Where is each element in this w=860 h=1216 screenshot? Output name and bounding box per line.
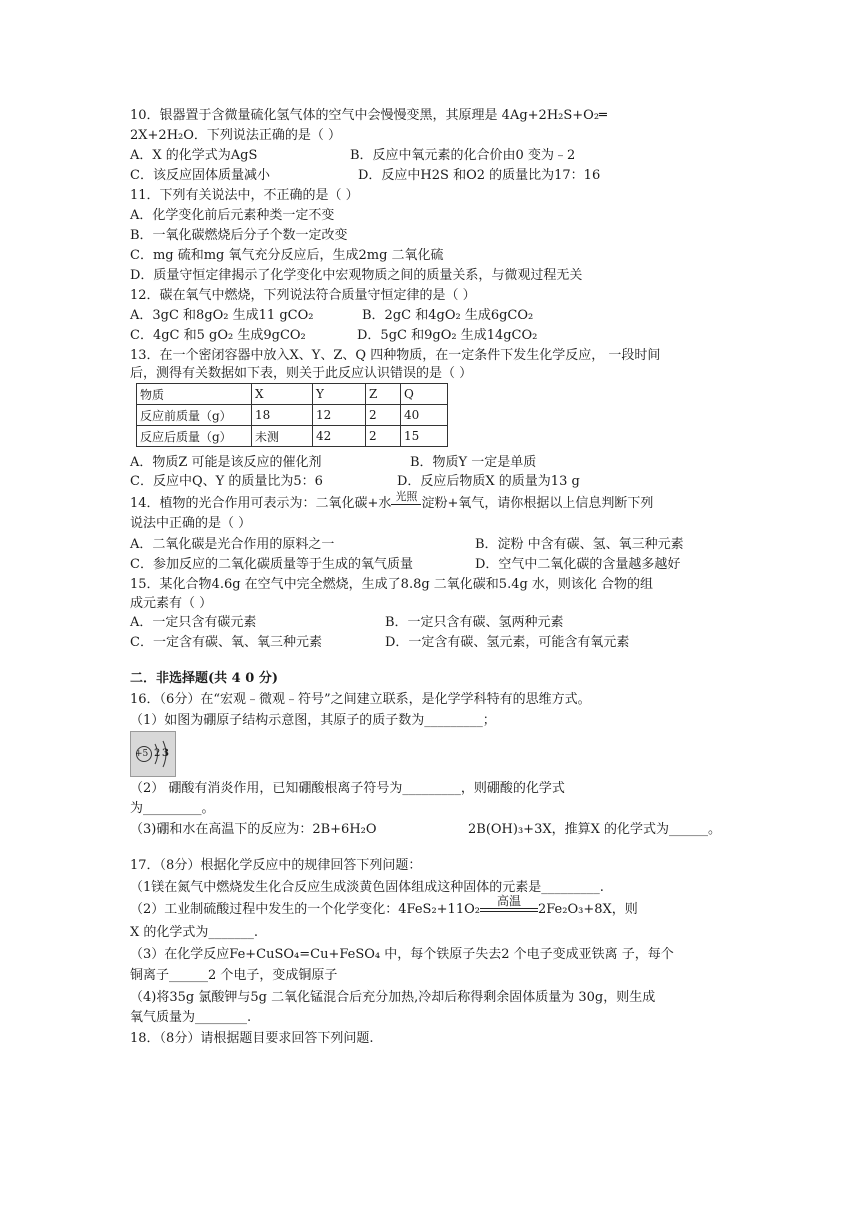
table-cell: 未测 (252, 426, 313, 447)
q14-condition-label: 光照 (395, 490, 418, 503)
q12-stem: 12．碳在氧气中燃烧，下列说法符合质量守恒定律的是（ ） (130, 288, 476, 303)
table-cell: 12 (313, 405, 366, 426)
q13-option-a: A．物质Z 可能是该反应的催化剂 (130, 455, 322, 470)
q17-reaction-condition (480, 895, 538, 912)
q15-stem-line1: 15．某化合物4.6g 在空气中完全燃烧，生成了8.8g 二氧化碳和5.4g 水，则该化 合物的组 (130, 577, 654, 592)
q10-option-c: C．该反应固体质量减小 (130, 168, 270, 183)
q14-option-a: A．二氧化碳是光合作用的原料之一 (130, 537, 335, 552)
table-header-cell: 物质 (137, 384, 252, 405)
q12-option-d: D．5gC 和9gO₂ 生成14gCO₂ (357, 328, 538, 343)
q12-option-c: C．4gC 和5 gO₂ 生成9gCO₂ (130, 328, 306, 343)
q13-option-d: D．反应后物质X 的质量为13 g (397, 474, 580, 489)
q17-part2-post: 2Fe₂O₃+8X，则 (537, 902, 638, 917)
q17-part1: （1镁在氮气中燃烧发生化合反应生成淡黄色固体组成这种固体的元素是_________. (130, 880, 604, 895)
q17-part4-line1: （4)将35g 氯酸钾与5g 二氧化锰混合后充分加热,冷却后称得剩余固体质量为 30g，则生成 (130, 990, 656, 1005)
table-header-cell: Q (401, 384, 448, 405)
q13-stem-line2: 后，测得有关数据如下表，则关于此反应认识错误的是（ ） (130, 366, 473, 381)
q14-stem-line1 (130, 490, 654, 514)
table-header-row (137, 384, 448, 405)
table-cell: 反应前质量（g） (137, 405, 252, 426)
table-header-cell: Z (366, 384, 401, 405)
reaction-equals-icon (480, 908, 538, 909)
table-header-cell: Y (313, 384, 366, 405)
q17-stem: 17．（8分）根据化学反应中的规律回答下列问题： (130, 858, 422, 873)
q10-option-d: D．反应中H2S 和O2 的质量比为17：16 (358, 168, 601, 183)
q17-part2-line1 (130, 894, 638, 920)
q17-part3-line2: 铜离子______2 个电子，变成铜原子 (130, 968, 338, 983)
table-cell: 40 (401, 405, 448, 426)
q16-part3-post: 2B(OH)₃+3X，推算X 的化学式为______。 (468, 822, 721, 837)
q18-stem: 18．（8分）请根据题目要求回答下列问题. (130, 1031, 374, 1046)
q16-part2-line1: （2） 硼酸有消炎作用，已知硼酸根离子符号为_________，则硼酸的化学式 (130, 781, 565, 796)
atom-shell1-label: 2 (154, 748, 161, 759)
q17-part3-line1: （3）在化学反应Fe+CuSO₄=Cu+FeSO₄ 中，每个铁原子失去2 个电子变成亚铁离 子，每个 (130, 947, 674, 962)
q16-stem: 16．（6分）在“宏观﹣微观﹣符号”之间建立联系，是化学学科特有的思维方式。 (130, 692, 591, 707)
q14-reaction-condition (391, 491, 421, 505)
q17-part2-line2: X 的化学式为_______. (130, 925, 259, 940)
q15-option-c: C．一定含有碳、氧、氧三种元素 (130, 635, 322, 650)
q10-option-b: B．反应中氧元素的化合价由0 变为﹣2 (350, 148, 576, 163)
table-cell: 15 (401, 426, 448, 447)
q12-option-b: B．2gC 和4gO₂ 生成6gCO₂ (362, 308, 534, 323)
q11-stem: 11．下列有关说法中，不正确的是（ ） (130, 188, 359, 203)
table-row (137, 405, 448, 426)
q17-part2-pre: （2）工业制硫酸过程中发生的一个化学变化：4FeS₂+11O₂ (130, 902, 480, 917)
atom-shell2-label: 3 (162, 748, 169, 759)
section-title: 二．非选择题(共 4 0 分) (130, 671, 278, 686)
q13-option-c: C．反应中Q、Y 的质量比为5：6 (130, 474, 323, 489)
q13-stem-line1: 13．在一个密闭容器中放入X、Y、Z、Q 四种物质，在一定条件下发生化学反应， 一段时间 (130, 348, 661, 363)
boron-atom-diagram (130, 731, 176, 777)
q11-option-d: D．质量守恒定律揭示了化学变化中宏观物质之间的质量关系，与微观过程无关 (130, 268, 583, 283)
table-cell: 反应后质量（g） (137, 426, 252, 447)
q15-option-a: A．一定只含有碳元素 (130, 615, 257, 630)
table-row (137, 426, 448, 447)
q15-stem-line2: 成元素有（ ） (130, 596, 213, 611)
q14-option-d: D．空气中二氧化碳的含量越多越好 (475, 557, 681, 572)
q10-stem-line1: 10．银器置于含微量硫化氢气体的空气中会慢慢变黑，其原理是 4Ag+2H₂S+O₂═ (130, 108, 607, 123)
atom-nucleus-label: +5 (135, 749, 149, 759)
q16-part1: （1）如图为硼原子结构示意图，其原子的质子数为_________； (130, 713, 496, 728)
q11-option-b: B．一氧化碳燃烧后分子个数一定改变 (130, 228, 348, 243)
q11-option-a: A．化学变化前后元素种类一定不变 (130, 208, 335, 223)
q16-part3-pre: （3)硼和水在高温下的反应为：2B+6H₂O (130, 822, 377, 837)
q14-option-b: B．淀粉 中含有碳、氢、氧三种元素 (475, 537, 684, 552)
table-cell: 42 (313, 426, 366, 447)
q15-option-b: B．一定只含有碳、氢两种元素 (385, 615, 564, 630)
q17-condition-label: 高温 (496, 894, 521, 908)
reaction-arrow-icon (391, 504, 421, 505)
q14-stem-line2: 说法中正确的是（ ） (130, 516, 252, 531)
table-cell: 2 (366, 426, 401, 447)
q13-option-b: B．物质Y 一定是单质 (410, 455, 537, 470)
q13-data-table (136, 383, 448, 447)
q11-option-c: C．mg 硫和mg 氧气充分反应后，生成2mg 二氧化硫 (130, 248, 444, 263)
q16-part2-line2: 为_________。 (130, 801, 215, 816)
q17-part4-line2: 氧气质量为________. (130, 1010, 252, 1025)
q14-stem-post: 淀粉+氧气，请你根据以上信息判断下列 (421, 496, 654, 511)
q12-option-a: A．3gC 和8gO₂ 生成11 gCO₂ (130, 308, 314, 323)
q10-option-a: A．X 的化学式为AgS (130, 148, 258, 163)
table-cell: 18 (252, 405, 313, 426)
q14-stem-pre: 14．植物的光合作用可表示为：二氧化碳+水 (130, 496, 392, 511)
table-cell: 2 (366, 405, 401, 426)
q14-option-c: C．参加反应的二氧化碳质量等于生成的氧气质量 (130, 557, 413, 572)
q10-stem-line2: 2X+2H₂O．下列说法正确的是（ ） (130, 128, 342, 143)
q15-option-d: D．一定含有碳、氢元素，可能含有氧元素 (385, 635, 630, 650)
table-header-cell: X (252, 384, 313, 405)
